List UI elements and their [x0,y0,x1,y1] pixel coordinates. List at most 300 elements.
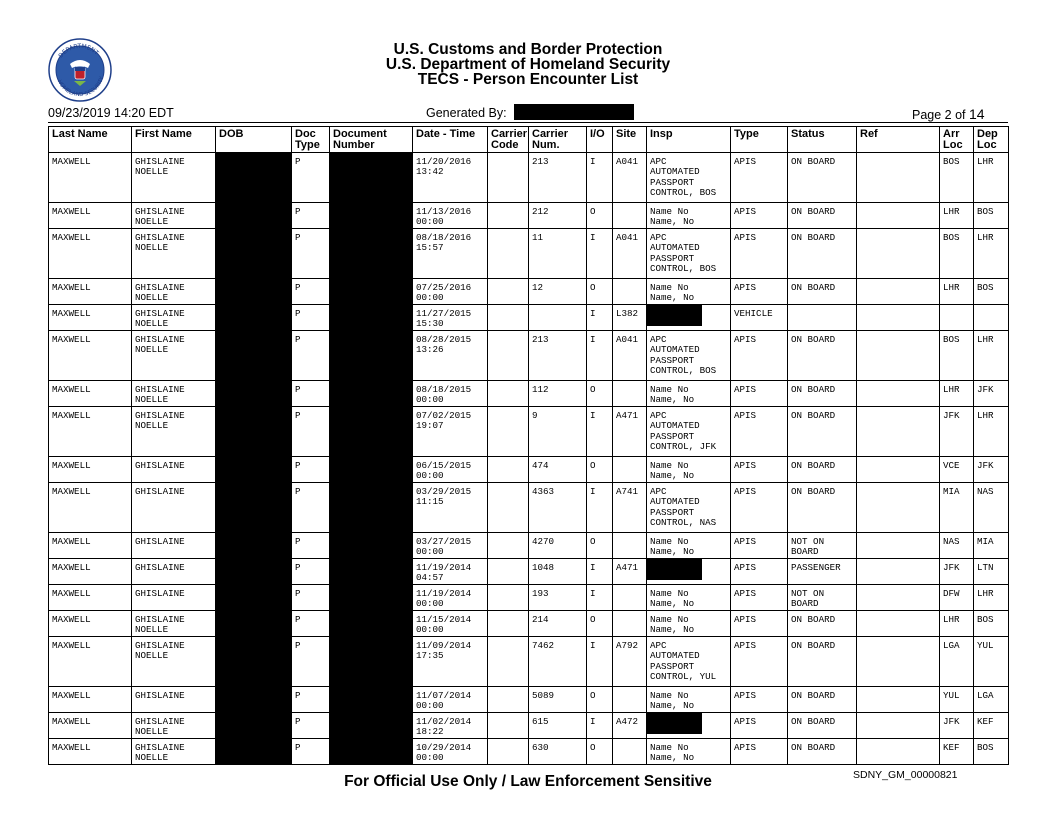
insp-cell: APC AUTOMATED PASSPORT CONTROL, BOS [647,153,731,203]
insp-cell: Name No Name, No [647,381,731,407]
dep-loc-cell: BOS [974,203,1009,229]
first-name-cell: GHISLAINE NOELLE [132,229,216,279]
column-header: Doc Type [292,127,330,153]
last-name-cell: MAXWELL [49,331,132,381]
site-cell: L382 [613,305,647,331]
dob-cell-redacted [216,305,292,331]
date-time-cell: 11/13/2016 00:00 [413,203,488,229]
arr-loc-cell: JFK [940,407,974,457]
last-name-cell: MAXWELL [49,407,132,457]
type-cell: APIS [731,457,788,483]
site-cell [613,585,647,611]
last-name-cell: MAXWELL [49,739,132,765]
report-header [0,42,1056,87]
carrier-code-cell [488,229,529,279]
table-row [49,713,1009,739]
carrier-code-cell [488,637,529,687]
column-header: DOB [216,127,292,153]
document-number-cell-redacted [330,305,413,331]
date-time-cell: 11/19/2014 04:57 [413,559,488,585]
column-header: Document Number [330,127,413,153]
document-number-cell-redacted [330,585,413,611]
insp-cell: APC AUTOMATED PASSPORT CONTROL, YUL [647,637,731,687]
type-cell: APIS [731,203,788,229]
agency-line-1: U.S. Customs and Border Protection [393,41,663,58]
insp-cell: Name No Name, No [647,457,731,483]
status-cell: ON BOARD [788,407,857,457]
ref-cell [857,203,940,229]
column-header: Site [613,127,647,153]
ref-cell [857,229,940,279]
first-name-cell: GHISLAINE [132,687,216,713]
table-row [49,637,1009,687]
type-cell: APIS [731,279,788,305]
dep-loc-cell: LHR [974,153,1009,203]
insp-cell [647,305,731,331]
carrier-num-cell: 9 [529,407,587,457]
status-cell: NOT ON BOARD [788,533,857,559]
last-name-cell: MAXWELL [49,687,132,713]
arr-loc-cell: YUL [940,687,974,713]
io-cell: O [587,203,613,229]
type-cell: APIS [731,739,788,765]
insp-cell [647,559,731,585]
ref-cell [857,407,940,457]
dob-cell-redacted [216,637,292,687]
last-name-cell: MAXWELL [49,713,132,739]
carrier-num-cell: 5089 [529,687,587,713]
redaction-box [514,104,634,120]
type-cell: APIS [731,585,788,611]
doc-type-cell: P [292,611,330,637]
site-cell: A041 [613,153,647,203]
type-cell: APIS [731,687,788,713]
document-number-cell-redacted [330,153,413,203]
first-name-cell: GHISLAINE NOELLE [132,305,216,331]
ref-cell [857,331,940,381]
carrier-num-cell: 11 [529,229,587,279]
column-header: First Name [132,127,216,153]
io-cell: I [587,585,613,611]
ref-cell [857,153,940,203]
last-name-cell: MAXWELL [49,533,132,559]
status-cell: PASSENGER [788,559,857,585]
first-name-cell: GHISLAINE [132,585,216,611]
dep-loc-cell: LGA [974,687,1009,713]
insp-cell: APC AUTOMATED PASSPORT CONTROL, BOS [647,229,731,279]
dob-cell-redacted [216,585,292,611]
doc-type-cell: P [292,687,330,713]
carrier-code-cell [488,305,529,331]
carrier-num-cell: 112 [529,381,587,407]
doc-type-cell: P [292,381,330,407]
carrier-num-cell [529,305,587,331]
table-row [49,533,1009,559]
first-name-cell: GHISLAINE [132,559,216,585]
site-cell: A471 [613,407,647,457]
ref-cell [857,483,940,533]
dob-cell-redacted [216,457,292,483]
carrier-num-cell: 213 [529,331,587,381]
site-cell: A741 [613,483,647,533]
column-header: Carrier Code [488,127,529,153]
site-cell [613,611,647,637]
svg-text:DEPARTMENT: DEPARTMENT [57,42,100,60]
status-cell: ON BOARD [788,331,857,381]
first-name-cell: GHISLAINE NOELLE [132,713,216,739]
dep-loc-cell [974,305,1009,331]
io-cell: I [587,305,613,331]
carrier-code-cell [488,331,529,381]
document-number-cell-redacted [330,229,413,279]
ref-cell [857,279,940,305]
carrier-code-cell [488,687,529,713]
doc-type-cell: P [292,585,330,611]
dob-cell-redacted [216,153,292,203]
last-name-cell: MAXWELL [49,559,132,585]
header-divider [48,122,1008,123]
column-header: Dep Loc [974,127,1009,153]
site-cell: A041 [613,331,647,381]
type-cell: APIS [731,611,788,637]
status-cell: ON BOARD [788,637,857,687]
date-time-cell: 11/27/2015 15:30 [413,305,488,331]
arr-loc-cell: LGA [940,637,974,687]
first-name-cell: GHISLAINE NOELLE [132,637,216,687]
doc-type-cell: P [292,483,330,533]
bates-number: SDNY_GM_00000821 [853,769,958,781]
document-number-cell-redacted [330,637,413,687]
column-header: Status [788,127,857,153]
date-time-cell: 08/18/2016 15:57 [413,229,488,279]
doc-type-cell: P [292,153,330,203]
table-row [49,687,1009,713]
table-row [49,153,1009,203]
io-cell: I [587,637,613,687]
carrier-num-cell: 212 [529,203,587,229]
dep-loc-cell: LHR [974,331,1009,381]
carrier-code-cell [488,407,529,457]
ref-cell [857,739,940,765]
io-cell: I [587,713,613,739]
type-cell: APIS [731,637,788,687]
dep-loc-cell: YUL [974,637,1009,687]
document-number-cell-redacted [330,457,413,483]
arr-loc-cell: NAS [940,533,974,559]
status-cell: ON BOARD [788,611,857,637]
arr-loc-cell: LHR [940,611,974,637]
dob-cell-redacted [216,407,292,457]
generated-by-label: Generated By: [426,106,507,120]
date-time-cell: 10/29/2014 00:00 [413,739,488,765]
doc-type-cell: P [292,279,330,305]
date-time-cell: 03/27/2015 00:00 [413,533,488,559]
doc-type-cell: P [292,457,330,483]
dep-loc-cell: JFK [974,457,1009,483]
carrier-code-cell [488,457,529,483]
last-name-cell: MAXWELL [49,585,132,611]
arr-loc-cell: BOS [940,229,974,279]
ref-cell [857,585,940,611]
type-cell: VEHICLE [731,305,788,331]
document-number-cell-redacted [330,331,413,381]
carrier-code-cell [488,713,529,739]
first-name-cell: GHISLAINE NOELLE [132,381,216,407]
doc-type-cell: P [292,559,330,585]
last-name-cell: MAXWELL [49,279,132,305]
dep-loc-cell: LTN [974,559,1009,585]
date-time-cell: 11/07/2014 00:00 [413,687,488,713]
date-time-cell: 11/19/2014 00:00 [413,585,488,611]
date-time-cell: 07/02/2015 19:07 [413,407,488,457]
page-total: 14 [969,106,985,122]
encounter-table [48,126,1009,765]
last-name-cell: MAXWELL [49,229,132,279]
arr-loc-cell: JFK [940,713,974,739]
dep-loc-cell: LHR [974,585,1009,611]
carrier-num-cell: 615 [529,713,587,739]
table-row [49,229,1009,279]
table-row [49,483,1009,533]
type-cell: APIS [731,229,788,279]
date-time-cell: 03/29/2015 11:15 [413,483,488,533]
status-cell: ON BOARD [788,153,857,203]
site-cell: A792 [613,637,647,687]
document-number-cell-redacted [330,739,413,765]
date-time-cell: 06/15/2015 00:00 [413,457,488,483]
table-row [49,279,1009,305]
last-name-cell: MAXWELL [49,457,132,483]
first-name-cell: GHISLAINE [132,483,216,533]
dep-loc-cell: NAS [974,483,1009,533]
carrier-code-cell [488,611,529,637]
document-number-cell-redacted [330,483,413,533]
last-name-cell: MAXWELL [49,483,132,533]
dob-cell-redacted [216,331,292,381]
insp-cell: Name No Name, No [647,739,731,765]
status-cell: NOT ON BOARD [788,585,857,611]
io-cell: O [587,279,613,305]
column-header: Date - Time [413,127,488,153]
first-name-cell: GHISLAINE NOELLE [132,331,216,381]
site-cell [613,739,647,765]
status-cell: ON BOARD [788,713,857,739]
first-name-cell: GHISLAINE [132,457,216,483]
dob-cell-redacted [216,483,292,533]
carrier-code-cell [488,559,529,585]
status-cell: ON BOARD [788,279,857,305]
status-cell: ON BOARD [788,381,857,407]
document-number-cell-redacted [330,533,413,559]
type-cell: APIS [731,713,788,739]
site-cell [613,381,647,407]
dob-cell-redacted [216,559,292,585]
dob-cell-redacted [216,381,292,407]
io-cell: I [587,331,613,381]
document-number-cell-redacted [330,407,413,457]
first-name-cell: GHISLAINE NOELLE [132,611,216,637]
document-number-cell-redacted [330,203,413,229]
document-number-cell-redacted [330,559,413,585]
carrier-num-cell: 193 [529,585,587,611]
io-cell: O [587,687,613,713]
type-cell: APIS [731,533,788,559]
table-row [49,381,1009,407]
carrier-code-cell [488,381,529,407]
type-cell: APIS [731,483,788,533]
last-name-cell: MAXWELL [49,305,132,331]
column-header: Last Name [49,127,132,153]
table-row [49,305,1009,331]
dob-cell-redacted [216,739,292,765]
site-cell [613,533,647,559]
status-cell: ON BOARD [788,739,857,765]
carrier-num-cell: 12 [529,279,587,305]
status-cell: ON BOARD [788,483,857,533]
doc-type-cell: P [292,331,330,381]
carrier-code-cell [488,279,529,305]
page-label: Page 2 of [912,108,966,122]
type-cell: APIS [731,559,788,585]
dep-loc-cell: BOS [974,739,1009,765]
last-name-cell: MAXWELL [49,203,132,229]
io-cell: I [587,483,613,533]
redaction-box [647,713,703,735]
table-row [49,611,1009,637]
io-cell: I [587,229,613,279]
carrier-num-cell: 630 [529,739,587,765]
carrier-num-cell: 1048 [529,559,587,585]
carrier-code-cell [488,533,529,559]
date-time-cell: 11/15/2014 00:00 [413,611,488,637]
arr-loc-cell: LHR [940,203,974,229]
insp-cell: APC AUTOMATED PASSPORT CONTROL, NAS [647,483,731,533]
first-name-cell: GHISLAINE NOELLE [132,739,216,765]
classification-footer: For Official Use Only / Law Enforcement Sensitive [344,773,712,790]
column-header: Ref [857,127,940,153]
status-cell: ON BOARD [788,203,857,229]
site-cell: A471 [613,559,647,585]
insp-cell: Name No Name, No [647,279,731,305]
date-time-cell: 07/25/2016 00:00 [413,279,488,305]
io-cell: O [587,739,613,765]
io-cell: I [587,407,613,457]
type-cell: APIS [731,381,788,407]
date-time-cell: 08/18/2015 00:00 [413,381,488,407]
document-number-cell-redacted [330,381,413,407]
dep-loc-cell: LHR [974,229,1009,279]
arr-loc-cell: DFW [940,585,974,611]
carrier-code-cell [488,585,529,611]
carrier-code-cell [488,739,529,765]
type-cell: APIS [731,153,788,203]
ref-cell [857,381,940,407]
carrier-num-cell: 4270 [529,533,587,559]
doc-type-cell: P [292,533,330,559]
insp-cell: Name No Name, No [647,533,731,559]
dep-loc-cell: BOS [974,611,1009,637]
dob-cell-redacted [216,279,292,305]
arr-loc-cell: MIA [940,483,974,533]
site-cell [613,279,647,305]
site-cell [613,687,647,713]
insp-cell: Name No Name, No [647,687,731,713]
first-name-cell: GHISLAINE [132,533,216,559]
column-header: Type [731,127,788,153]
carrier-num-cell: 214 [529,611,587,637]
svg-text:HOMELAND SECURITY: HOMELAND SECURITY [55,75,106,99]
first-name-cell: GHISLAINE NOELLE [132,407,216,457]
status-cell [788,305,857,331]
io-cell: I [587,559,613,585]
report-timestamp: 09/23/2019 14:20 EDT [48,106,174,120]
doc-type-cell: P [292,203,330,229]
carrier-num-cell: 4363 [529,483,587,533]
dob-cell-redacted [216,533,292,559]
io-cell: O [587,381,613,407]
table-row [49,559,1009,585]
doc-type-cell: P [292,407,330,457]
dep-loc-cell: MIA [974,533,1009,559]
table-row [49,585,1009,611]
dob-cell-redacted [216,611,292,637]
page-indicator [912,106,985,122]
ref-cell [857,611,940,637]
doc-type-cell: P [292,739,330,765]
insp-cell [647,713,731,739]
dep-loc-cell: BOS [974,279,1009,305]
dob-cell-redacted [216,687,292,713]
io-cell: O [587,611,613,637]
arr-loc-cell: LHR [940,279,974,305]
last-name-cell: MAXWELL [49,611,132,637]
redaction-box [647,305,703,327]
status-cell: ON BOARD [788,229,857,279]
date-time-cell: 11/02/2014 18:22 [413,713,488,739]
arr-loc-cell: LHR [940,381,974,407]
insp-cell: APC AUTOMATED PASSPORT CONTROL, JFK [647,407,731,457]
arr-loc-cell [940,305,974,331]
column-header: Arr Loc [940,127,974,153]
ref-cell [857,687,940,713]
date-time-cell: 11/09/2014 17:35 [413,637,488,687]
report-title: TECS - Person Encounter List [417,71,639,88]
date-time-cell: 08/28/2015 13:26 [413,331,488,381]
table-header-row [49,127,1009,153]
table-row [49,457,1009,483]
dep-loc-cell: JFK [974,381,1009,407]
site-cell [613,203,647,229]
ref-cell [857,637,940,687]
table-row [49,739,1009,765]
ref-cell [857,713,940,739]
insp-cell: APC AUTOMATED PASSPORT CONTROL, BOS [647,331,731,381]
last-name-cell: MAXWELL [49,637,132,687]
site-cell: A041 [613,229,647,279]
status-cell: ON BOARD [788,457,857,483]
document-number-cell-redacted [330,279,413,305]
last-name-cell: MAXWELL [49,381,132,407]
dob-cell-redacted [216,203,292,229]
agency-line-2: U.S. Department of Homeland Security [385,56,671,73]
io-cell: I [587,153,613,203]
last-name-cell: MAXWELL [49,153,132,203]
carrier-code-cell [488,483,529,533]
arr-loc-cell: KEF [940,739,974,765]
doc-type-cell: P [292,713,330,739]
arr-loc-cell: JFK [940,559,974,585]
arr-loc-cell: BOS [940,153,974,203]
